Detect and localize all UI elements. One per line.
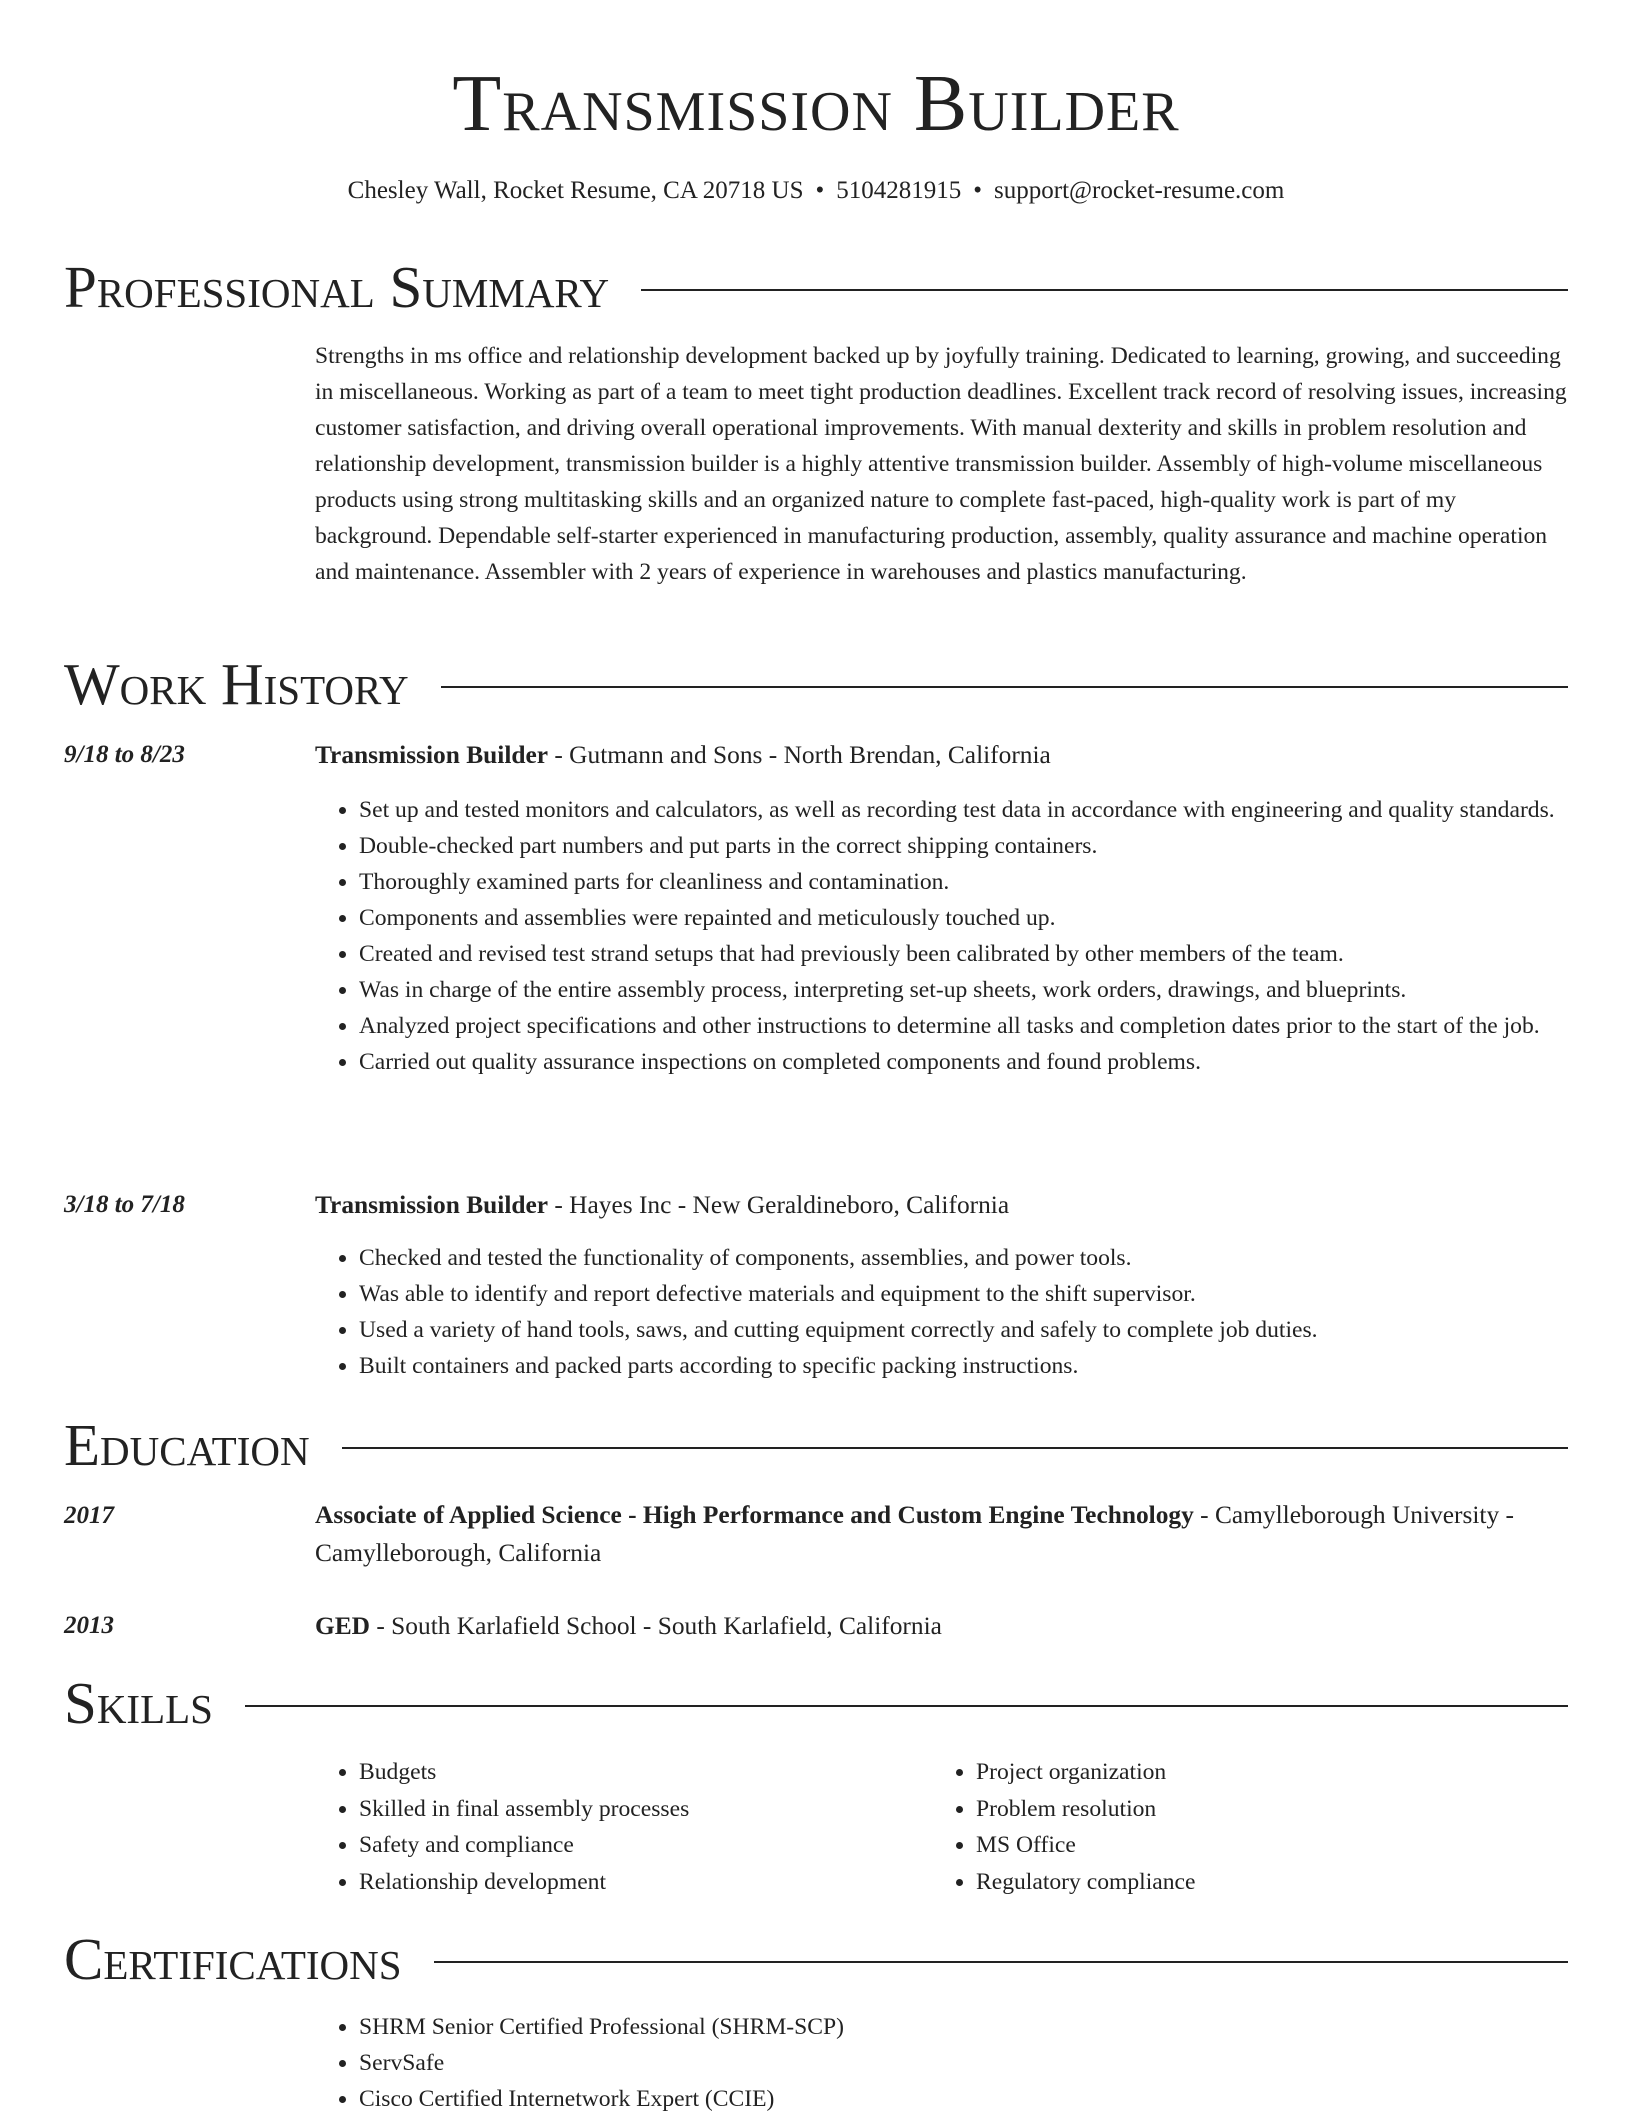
contact-line <box>0 174 1632 208</box>
job-bullet-list <box>315 792 1615 1080</box>
skill-item: • Problem resolution <box>976 1791 1576 1828</box>
contact-email: support@rocket-resume.com <box>994 177 1285 204</box>
job-bullet: • Double-checked part numbers and put parts in the correct shipping containers. <box>359 828 1615 864</box>
section-divider <box>434 1961 1568 1963</box>
job-dates: 9/18 to 8/23 <box>64 741 185 768</box>
contact-phone: 5104281915 <box>836 177 962 204</box>
job-role: Transmission Builder <box>315 1191 549 1219</box>
contact-separator: • <box>973 177 983 204</box>
job-bullet: • Analyzed project specifications and other instructions to determine all tasks and completion dates prior to the start of the job. <box>359 1008 1615 1044</box>
certification-item: • SHRM Senior Certified Professional (SHRM-SCP) <box>359 2009 1615 2045</box>
job-bullet: • Built containers and packed parts according to specific packing instructions. <box>359 1348 1615 1384</box>
certifications-section-title: Certifications <box>64 1926 402 1992</box>
section-divider <box>245 1705 1568 1707</box>
skill-item: • MS Office <box>976 1827 1576 1864</box>
job-bullet: • Components and assemblies were repainted and meticulously touched up. <box>359 900 1615 936</box>
skill-item: • Relationship development <box>359 1864 919 1901</box>
section-divider <box>441 686 1568 688</box>
skill-item: • Project organization <box>976 1754 1576 1791</box>
education-school-location: - Camylleborough University - Camylleborough, California <box>315 1501 1514 1567</box>
work-section-header <box>64 651 1568 717</box>
summary-section-title: Professional Summary <box>64 254 610 320</box>
job-bullet: • Thoroughly examined parts for cleanliness and contamination. <box>359 864 1615 900</box>
certification-item: • Cisco Certified Internetwork Expert (CCIE) <box>359 2081 1615 2117</box>
skills-list-left <box>315 1754 919 1900</box>
section-divider <box>641 289 1568 291</box>
job-bullet: • Used a variety of hand tools, saws, and cutting equipment correctly and safely to complete job duties. <box>359 1312 1615 1348</box>
job-title-line <box>315 736 1571 774</box>
education-degree: GED <box>315 1612 371 1640</box>
job-employer-location: - Gutmann and Sons - North Brendan, California <box>548 741 1051 769</box>
job-bullet: • Carried out quality assurance inspections on completed components and found problems. <box>359 1044 1615 1080</box>
education-entry <box>315 1496 1571 1572</box>
candidate-name: Transmission Builder <box>452 60 1180 148</box>
contact-separator: • <box>815 177 825 204</box>
job-title-line <box>315 1186 1571 1224</box>
education-section-title: Education <box>64 1412 310 1478</box>
job-bullet: • Created and revised test strand setups that had previously been calibrated by other members of the team. <box>359 936 1615 972</box>
education-degree: Associate of Applied Science - High Performance and Custom Engine Technology <box>315 1501 1194 1529</box>
job-bullet-list <box>315 1240 1615 1384</box>
certification-item: • ServSafe <box>359 2045 1615 2081</box>
certifications-section-header <box>64 1926 1568 1992</box>
job-bullet: • Was able to identify and report defective materials and equipment to the shift supervisor. <box>359 1276 1615 1312</box>
skills-section-header <box>64 1670 1568 1736</box>
education-entry <box>315 1607 1571 1645</box>
summary-text: Strengths in ms office and relationship development backed up by joyfully training. Dedicated to learning, growing, and succeeding in miscellaneous. Working as part of a team to meet tight production deadlines. Excellent track record of resolving issues, increasing customer satisfaction, and driving overall operational improvements. With manual dexterity and skills in problem resolution and relationship development, transmission builder is a highly attentive transmission builder. Assembly of high-volume miscellaneous products using strong multitasking skills and an organized nature to complete fast-paced, high-quality work is part of my background. Dependable self-starter experienced in manufacturing production, assembly, quality assurance and machine operation and maintenance. Assembler with 2 years of experience in warehouses and plastics manufacturing. <box>315 343 1567 585</box>
job-dates: 3/18 to 7/18 <box>64 1191 185 1218</box>
certifications-list <box>315 2009 1615 2117</box>
skill-item: • Regulatory compliance <box>976 1864 1576 1901</box>
education-year: 2017 <box>64 1502 114 1529</box>
work-section-title: Work History <box>64 651 409 717</box>
job-bullet: • Set up and tested monitors and calculators, as well as recording test data in accordance with engineering and quality standards. <box>359 792 1615 828</box>
contact-address: Chesley Wall, Rocket Resume, CA 20718 US <box>347 177 804 204</box>
skill-item: • Safety and compliance <box>359 1827 919 1864</box>
section-divider <box>342 1447 1568 1449</box>
skills-list-right <box>932 1754 1576 1900</box>
education-section-header <box>64 1412 1568 1478</box>
skills-section-title: Skills <box>64 1670 213 1736</box>
education-year: 2013 <box>64 1612 114 1639</box>
job-employer-location: - Hayes Inc - New Geraldineboro, California <box>548 1191 1010 1219</box>
skill-item: • Skilled in final assembly processes <box>359 1791 919 1828</box>
job-bullet: • Was in charge of the entire assembly process, interpreting set-up sheets, work orders, drawings, and blueprints. <box>359 972 1615 1008</box>
summary-section-header <box>64 254 1568 320</box>
job-bullet: • Checked and tested the functionality of components, assemblies, and power tools. <box>359 1240 1615 1276</box>
skill-item: • Budgets <box>359 1754 919 1791</box>
job-role: Transmission Builder <box>315 741 549 769</box>
education-school-location: - South Karlafield School - South Karlafield, California <box>370 1612 942 1640</box>
